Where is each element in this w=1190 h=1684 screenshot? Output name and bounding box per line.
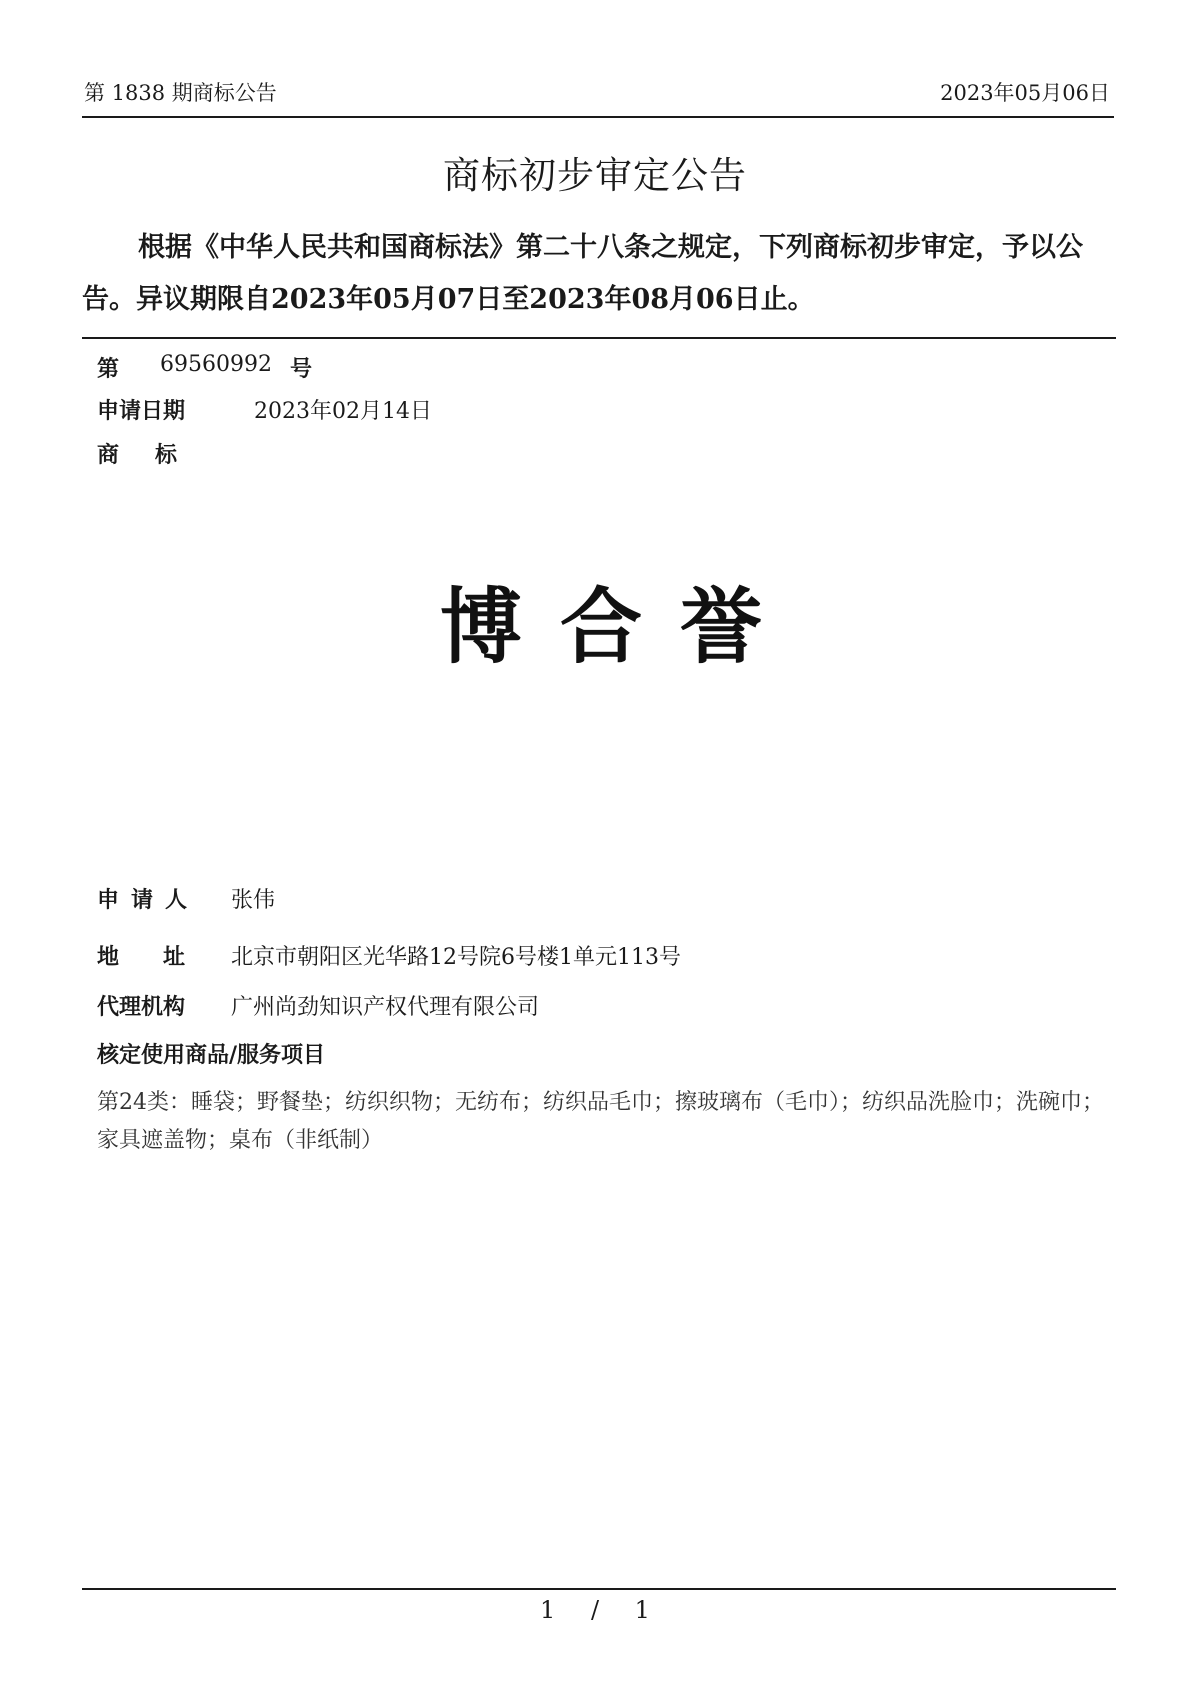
registration-number: 69560992 <box>160 352 272 377</box>
issue-number: 第 1838 期商标公告 <box>84 81 277 105</box>
section-divider <box>82 337 1116 339</box>
issue-date: 2023年05月06日 <box>940 81 1110 105</box>
intro-paragraph: 根据《中华人民共和国商标法》第二十八条之规定，下列商标初步审定，予以公告。异议期限自2023年05月07日至2023年08月06日止。 <box>82 232 1083 315</box>
applicant-label: 申请人 <box>97 887 200 913</box>
registration-label: 第 <box>97 356 120 382</box>
address-label: 地址 <box>97 944 230 970</box>
registration-suffix: 号 <box>290 356 313 382</box>
goods-services-label: 核定使用商品/服务项目 <box>97 1042 326 1068</box>
application-date-value: 2023年02月14日 <box>254 399 432 424</box>
page-title: 商标初步审定公告 <box>443 154 747 197</box>
page-number: 1 / 1 <box>540 1596 650 1624</box>
header-divider <box>82 116 1114 118</box>
agent-value: 广州尚劲知识产权代理有限公司 <box>231 995 540 1020</box>
trademark-image <box>440 575 800 675</box>
address-value: 北京市朝阳区光华路12号院6号楼1单元113号 <box>231 945 681 970</box>
application-date-label: 申请日期 <box>97 398 186 424</box>
footer-divider <box>82 1588 1116 1590</box>
goods-services-list: 第24类：睡袋；野餐垫；纺织织物；无纺布；纺织品毛巾；擦玻璃布（毛巾）；纺织品洗脸巾；洗碗巾；家具遮盖物；桌布（非纸制） <box>97 1090 1104 1153</box>
agent-label: 代理机构 <box>97 994 186 1020</box>
applicant-value: 张伟 <box>231 888 276 913</box>
trademark-label: 商标 <box>97 442 214 468</box>
trademark-text: 博合誉 <box>440 579 800 675</box>
